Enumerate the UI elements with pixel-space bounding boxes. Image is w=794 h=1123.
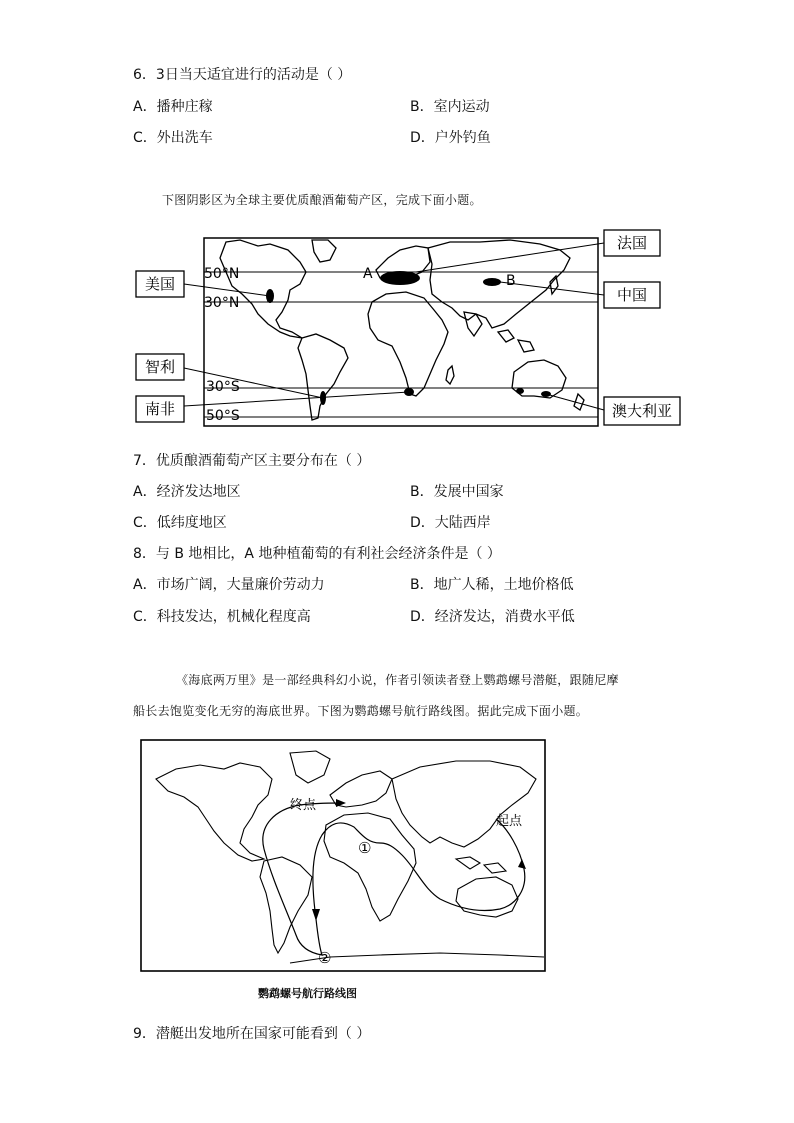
point-label-a: A	[363, 266, 373, 282]
lat-label-30s: 30°S	[206, 379, 240, 395]
q7-option-b: B．发展中国家	[410, 484, 504, 500]
q6-stem: 6．3日当天适宜进行的活动是（ ）	[133, 67, 352, 83]
lat-label-50s: 50°S	[206, 408, 240, 424]
q8-option-b: B．地广人稀，土地价格低	[410, 577, 574, 593]
grape-region-b	[483, 278, 501, 286]
marker-2: ②	[318, 949, 332, 967]
label-box-chile	[136, 354, 184, 380]
grape-region-australia-w	[516, 388, 524, 394]
grape-regions-map	[130, 228, 690, 430]
grape-region-europe	[380, 271, 420, 285]
marker-1: ①	[358, 839, 372, 857]
q6-option-b: B．室内运动	[410, 99, 490, 115]
q8-option-a: A．市场广阔，大量廉价劳动力	[133, 577, 325, 593]
svg-text:智利: 智利	[144, 358, 176, 376]
q7-option-a: A．经济发达地区	[133, 484, 241, 500]
start-point-label: 起点	[496, 814, 523, 829]
q9-stem: 9．潜艇出发地所在国家可能看到（ ）	[133, 1026, 371, 1042]
lat-label-30n: 30°N	[204, 295, 240, 311]
label-box-usa	[136, 271, 184, 297]
q6-option-c: C．外出洗车	[133, 130, 213, 146]
route-map-frame	[141, 740, 545, 971]
svg-text:美国: 美国	[144, 275, 176, 293]
nautilus-route-map	[140, 739, 548, 975]
svg-text:澳大利亚: 澳大利亚	[611, 402, 673, 420]
intro-nautilus-line2: 船长去饱览变化无穷的海底世界。下图为鹦鹉螺号航行路线图。据此完成下面小题。	[133, 704, 589, 718]
q8-option-d: D．经济发达，消费水平低	[410, 609, 575, 625]
end-point-label: 终点	[290, 798, 317, 813]
label-box-france	[604, 230, 660, 256]
q7-option-c: C．低纬度地区	[133, 515, 227, 531]
lat-label-50n: 50°N	[204, 266, 240, 282]
map-frame	[204, 238, 598, 426]
label-box-china	[604, 282, 660, 308]
q6-option-d: D．户外钓鱼	[410, 130, 491, 146]
q7-option-d: D．大陆西岸	[410, 515, 491, 531]
route-map-caption: 鹦鹉螺号航行路线图	[258, 987, 357, 1000]
q6-option-a: A．播种庄稼	[133, 99, 213, 115]
point-label-b: B	[506, 273, 516, 289]
label-box-australia	[604, 397, 680, 425]
svg-text:中国: 中国	[616, 286, 648, 304]
q7-stem: 7．优质酿酒葡萄产区主要分布在（ ）	[133, 453, 371, 469]
svg-text:法国: 法国	[616, 234, 648, 252]
q8-option-c: C．科技发达，机械化程度高	[133, 609, 311, 625]
intro-nautilus-line1: 《海底两万里》是一部经典科幻小说，作者引领读者登上鹦鹉螺号潜艇，跟随尼摩	[176, 673, 619, 687]
label-box-south-africa	[136, 396, 184, 422]
svg-text:南非: 南非	[144, 400, 176, 418]
q8-stem: 8．与 B 地相比，A 地种植葡萄的有利社会经济条件是（ ）	[133, 546, 501, 562]
intro-grape-map: 下图阴影区为全球主要优质酿酒葡萄产区，完成下面小题。	[162, 193, 482, 207]
